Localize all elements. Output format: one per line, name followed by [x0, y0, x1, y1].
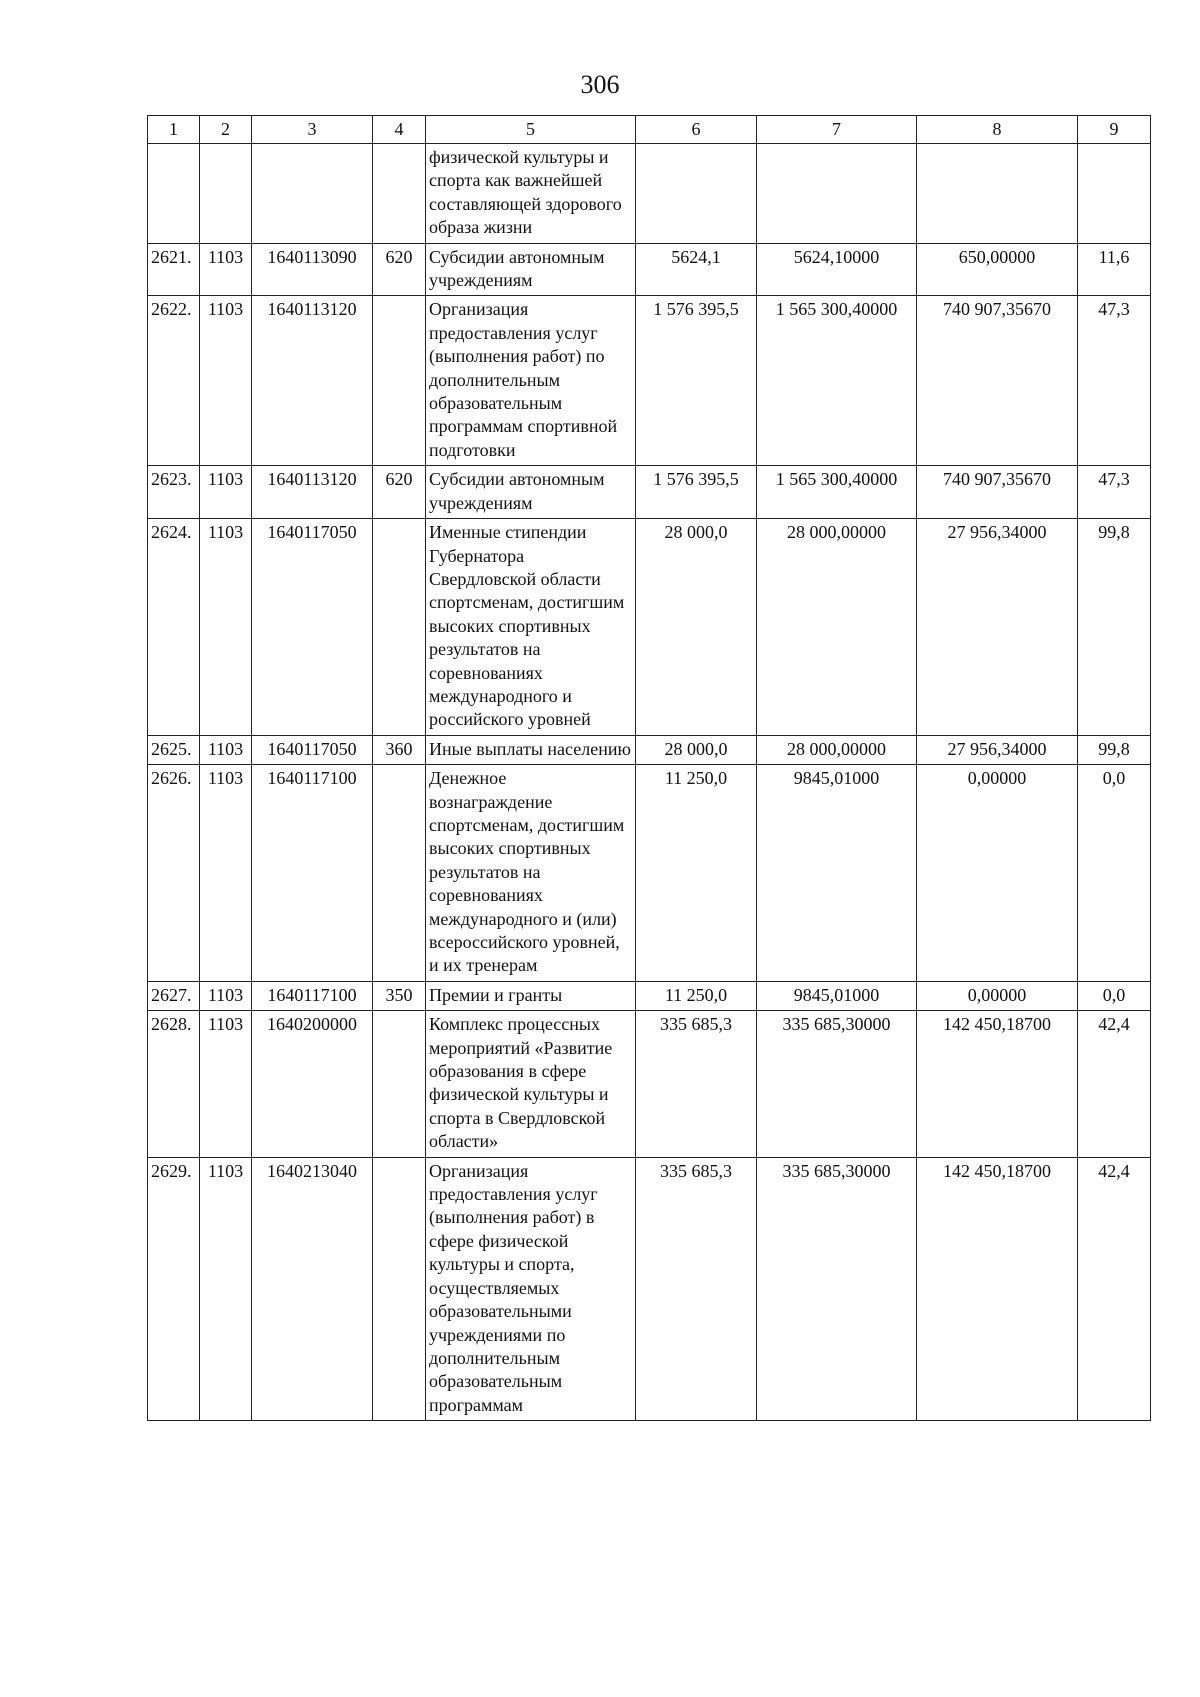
percent-cell: 11,6 [1078, 243, 1151, 296]
value-cell: 0,00000 [917, 765, 1078, 982]
description-cell: Субсидии автономным учреждениям [426, 243, 636, 296]
table-header-row [148, 116, 1151, 144]
table-row [148, 1011, 1151, 1157]
percent-cell: 0,0 [1078, 981, 1151, 1010]
row-number-cell: 2629. [148, 1157, 200, 1420]
percent-cell: 42,4 [1078, 1157, 1151, 1420]
value-cell: 1 565 300,40000 [757, 296, 917, 466]
value-cell [757, 144, 917, 244]
row-number-cell: 2625. [148, 735, 200, 764]
row-number-cell: 2623. [148, 466, 200, 519]
value-cell: 27 956,34000 [917, 519, 1078, 736]
section-code-cell [200, 144, 252, 244]
table-row [148, 519, 1151, 736]
section-code-cell: 1103 [200, 981, 252, 1010]
column-header: 7 [757, 116, 917, 144]
page-number: 306 [580, 70, 620, 99]
expense-type-cell [373, 1011, 426, 1157]
percent-cell: 47,3 [1078, 466, 1151, 519]
target-article-cell: 1640117100 [252, 765, 373, 982]
table-row [148, 735, 1151, 764]
column-header: 3 [252, 116, 373, 144]
expense-type-cell [373, 1157, 426, 1420]
description-cell: Иные выплаты населению [426, 735, 636, 764]
percent-cell: 0,0 [1078, 765, 1151, 982]
row-number-cell: 2626. [148, 765, 200, 982]
value-cell: 142 450,18700 [917, 1011, 1078, 1157]
value-cell: 5624,1 [636, 243, 757, 296]
description-cell: Денежное вознаграждение спортсменам, достигшим высоких спортивных результатов на соревнованиях международного и (или) всероссийского уровней, и их тренерам [426, 765, 636, 982]
description-cell: Организация предоставления услуг (выполнения работ) по дополнительным образовательным программам спортивной подготовки [426, 296, 636, 466]
value-cell: 335 685,3 [636, 1011, 757, 1157]
value-cell: 11 250,0 [636, 765, 757, 982]
description-cell: физической культуры и спорта как важнейшей составляющей здорового образа жизни [426, 144, 636, 244]
description-cell: Премии и гранты [426, 981, 636, 1010]
column-header: 5 [426, 116, 636, 144]
table-row [148, 144, 1151, 244]
description-cell: Комплекс процессных мероприятий «Развитие образования в сфере физической культуры и спорта в Свердловской области» [426, 1011, 636, 1157]
table-row [148, 1157, 1151, 1420]
table-row [148, 981, 1151, 1010]
column-header: 2 [200, 116, 252, 144]
expense-type-cell [373, 519, 426, 736]
column-header: 4 [373, 116, 426, 144]
value-cell: 335 685,30000 [757, 1157, 917, 1420]
value-cell [917, 144, 1078, 244]
value-cell: 142 450,18700 [917, 1157, 1078, 1420]
value-cell: 650,00000 [917, 243, 1078, 296]
section-code-cell: 1103 [200, 765, 252, 982]
expense-type-cell [373, 296, 426, 466]
section-code-cell: 1103 [200, 519, 252, 736]
table-row [148, 466, 1151, 519]
value-cell: 28 000,00000 [757, 735, 917, 764]
expense-type-cell: 360 [373, 735, 426, 764]
percent-cell: 42,4 [1078, 1011, 1151, 1157]
percent-cell: 47,3 [1078, 296, 1151, 466]
target-article-cell: 1640113120 [252, 296, 373, 466]
percent-cell: 99,8 [1078, 519, 1151, 736]
value-cell: 11 250,0 [636, 981, 757, 1010]
expense-type-cell: 620 [373, 466, 426, 519]
value-cell: 1 565 300,40000 [757, 466, 917, 519]
percent-cell [1078, 144, 1151, 244]
target-article-cell [252, 144, 373, 244]
section-code-cell: 1103 [200, 466, 252, 519]
section-code-cell: 1103 [200, 1157, 252, 1420]
section-code-cell: 1103 [200, 296, 252, 466]
target-article-cell: 1640200000 [252, 1011, 373, 1157]
target-article-cell: 1640117050 [252, 735, 373, 764]
description-cell: Организация предоставления услуг (выполнения работ) в сфере физической культуры и спорта, осуществляемых образовательными учреждениями по дополнительным образовательным программам [426, 1157, 636, 1420]
value-cell: 28 000,0 [636, 735, 757, 764]
expense-type-cell [373, 144, 426, 244]
value-cell: 27 956,34000 [917, 735, 1078, 764]
percent-cell: 99,8 [1078, 735, 1151, 764]
expense-type-cell [373, 765, 426, 982]
target-article-cell: 1640117050 [252, 519, 373, 736]
table-row [148, 243, 1151, 296]
table-row [148, 296, 1151, 466]
section-code-cell: 1103 [200, 1011, 252, 1157]
description-cell: Именные стипендии Губернатора Свердловской области спортсменам, достигшим высоких спортивных результатов на соревнованиях международного и российского уровней [426, 519, 636, 736]
value-cell: 740 907,35670 [917, 296, 1078, 466]
row-number-cell: 2621. [148, 243, 200, 296]
column-header: 9 [1078, 116, 1151, 144]
row-number-cell: 2628. [148, 1011, 200, 1157]
description-cell: Субсидии автономным учреждениям [426, 466, 636, 519]
value-cell: 1 576 395,5 [636, 296, 757, 466]
row-number-cell: 2627. [148, 981, 200, 1010]
expense-type-cell: 620 [373, 243, 426, 296]
value-cell: 335 685,30000 [757, 1011, 917, 1157]
section-code-cell: 1103 [200, 735, 252, 764]
section-code-cell: 1103 [200, 243, 252, 296]
row-number-cell: 2622. [148, 296, 200, 466]
value-cell: 9845,01000 [757, 765, 917, 982]
row-number-cell [148, 144, 200, 244]
value-cell: 740 907,35670 [917, 466, 1078, 519]
expense-type-cell: 350 [373, 981, 426, 1010]
value-cell: 9845,01000 [757, 981, 917, 1010]
column-header: 8 [917, 116, 1078, 144]
value-cell: 5624,10000 [757, 243, 917, 296]
value-cell: 28 000,0 [636, 519, 757, 736]
column-header: 6 [636, 116, 757, 144]
target-article-cell: 1640213040 [252, 1157, 373, 1420]
table-row [148, 765, 1151, 982]
value-cell [636, 144, 757, 244]
target-article-cell: 1640117100 [252, 981, 373, 1010]
budget-table [147, 115, 1151, 1421]
value-cell: 335 685,3 [636, 1157, 757, 1420]
value-cell: 0,00000 [917, 981, 1078, 1010]
target-article-cell: 1640113090 [252, 243, 373, 296]
target-article-cell: 1640113120 [252, 466, 373, 519]
value-cell: 28 000,00000 [757, 519, 917, 736]
row-number-cell: 2624. [148, 519, 200, 736]
column-header: 1 [148, 116, 200, 144]
value-cell: 1 576 395,5 [636, 466, 757, 519]
